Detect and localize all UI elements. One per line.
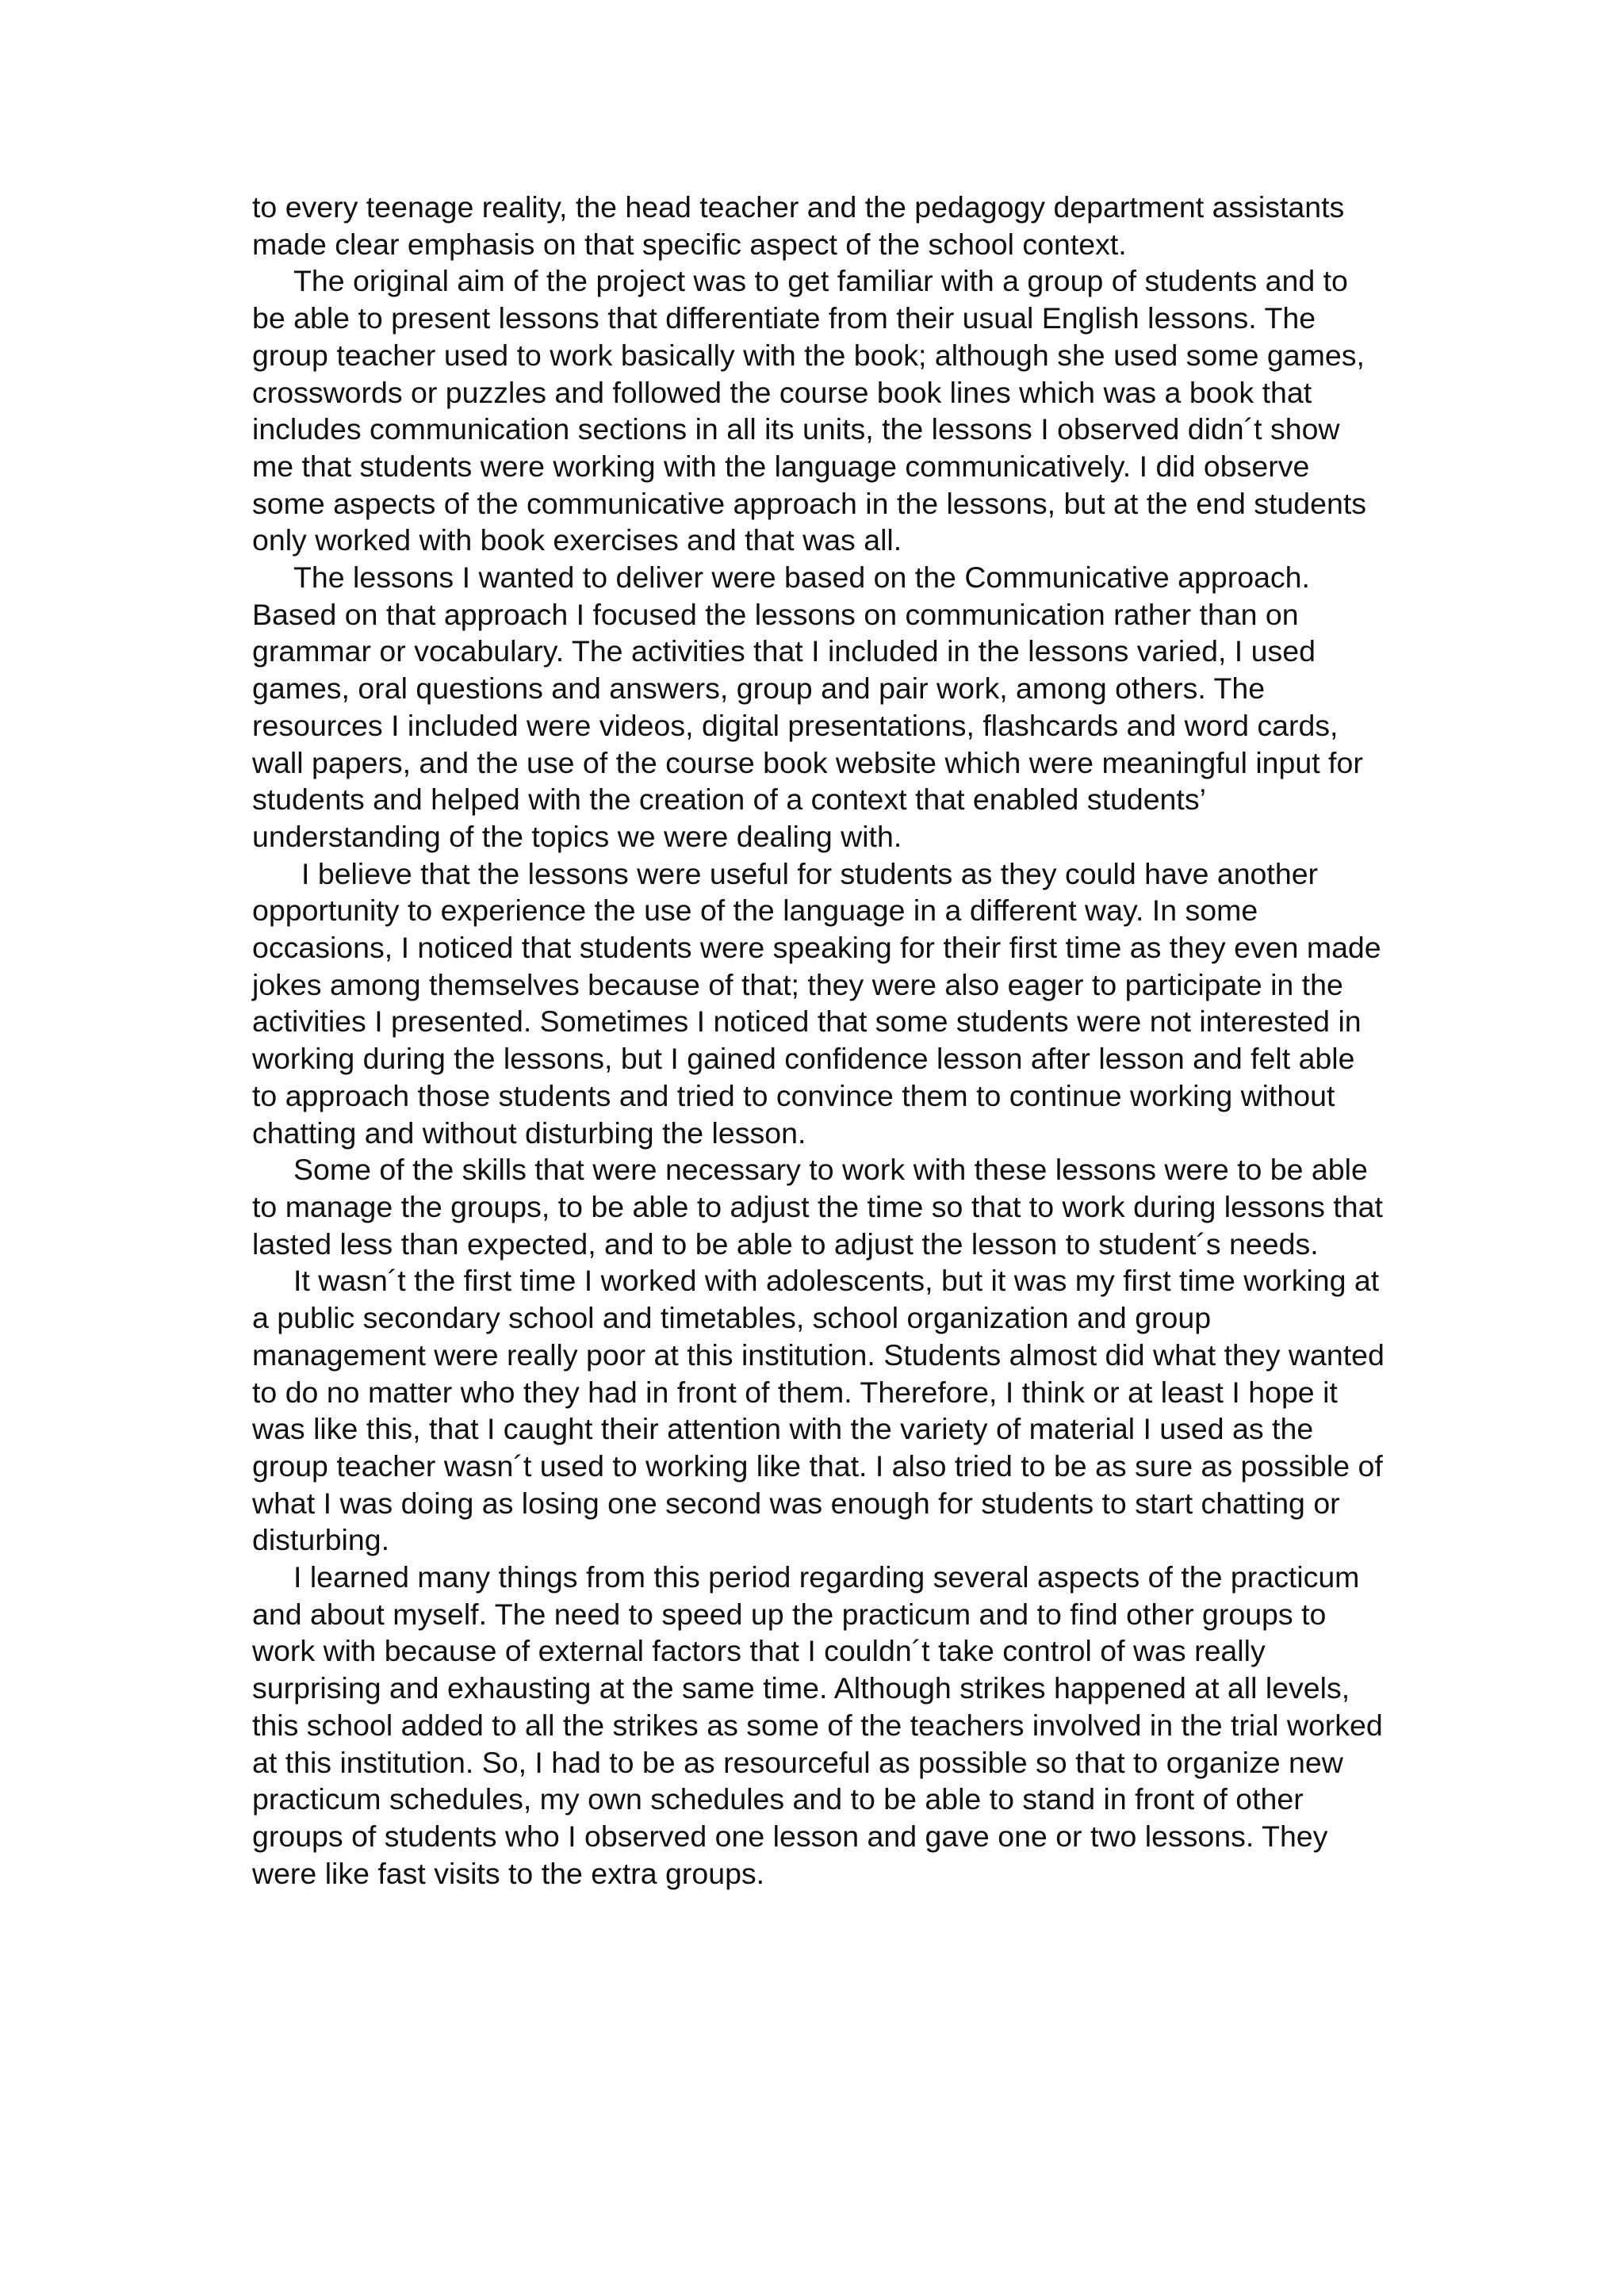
paragraph-skills: Some of the skills that were necessary to work with these lessons were to be able to manage the groups, to be able to adjust the time so that to work during lessons that lasted less than expected, and to be able to adjust the lesson to student´s needs. [252, 1153, 1383, 1261]
paragraph-project-aim: The original aim of the project was to get familiar with a group of students and to be able to present lessons that differentiate from their usual English lessons. The group teacher used to work basically with the book; although she used some games, crosswords or puzzles and followed the course book lines which was a book that includes communication sections in all its units, the lessons I observed didn´t show me that students were working with the language communicatively. I did observe some aspects of the communicative approach in the lessons, but at the end students only worked with book exercises and that was all. [252, 264, 1366, 557]
paragraph-communicative-approach: The lessons I wanted to deliver were based on the Communicative approach. Based on that approach I focused the lessons on communication rather than on grammar or vocabulary. The activities that I included in the lessons varied, I used games, oral questions and answers, group and pair work, among others. The resources I included were videos, digital presentations, flashcards and word cards, wall papers, and the use of the course book website which were meaningful input for students and helped with the creation of a context that enabled students’ understanding of the topics we were dealing with. [252, 561, 1363, 853]
paragraph-lessons-usefulness: I believe that the lessons were useful for students as they could have another opportunity to experience the use of the language in a different way. In some occasions, I noticed that students were speaking for their first time as they even made jokes among themselves because of that; they were also eager to participate in the activities I presented. Sometimes I noticed that some students were not interested in working during the lessons, but I gained confidence lesson after lesson and felt able to approach those students and tried to convince them to continue working without chatting and without disturbing the lesson. [252, 856, 1381, 1150]
body-text [252, 189, 1385, 1892]
paragraph-adolescents: It wasn´t the first time I worked with adolescents, but it was my first time working at a public secondary school and timetables, school organization and group management were really poor at this institution. Students almost did what they wanted to do no matter who they had in front of them. Therefore, I think or at least I hope it was like this, that I caught their attention with the variety of material I used as the group teacher wasn´t used to working like that. I also tried to be as sure as possible of what I was doing as losing one second was enough for students to start chatting or disturbing. [252, 1264, 1385, 1557]
paragraph-continued-intro: to every teenage reality, the head teacher and the pedagogy department assistants made clear emphasis on that specific aspect of the school context. [252, 190, 1345, 261]
paragraph-lessons-learned: I learned many things from this period regarding several aspects of the practicum and about myself. The need to speed up the practicum and to find other groups to work with because of external factors that I couldn´t take control of was really surprising and exhausting at the same time. Although strikes happened at all levels, this school added to all the strikes as some of the teachers involved in the trial worked at this institution. So, I had to be as resourceful as possible so that to organize new practicum schedules, my own schedules and to be able to stand in front of other groups of students who I observed one lesson and gave one or two lessons. They were like fast visits to the extra groups. [252, 1560, 1383, 1890]
